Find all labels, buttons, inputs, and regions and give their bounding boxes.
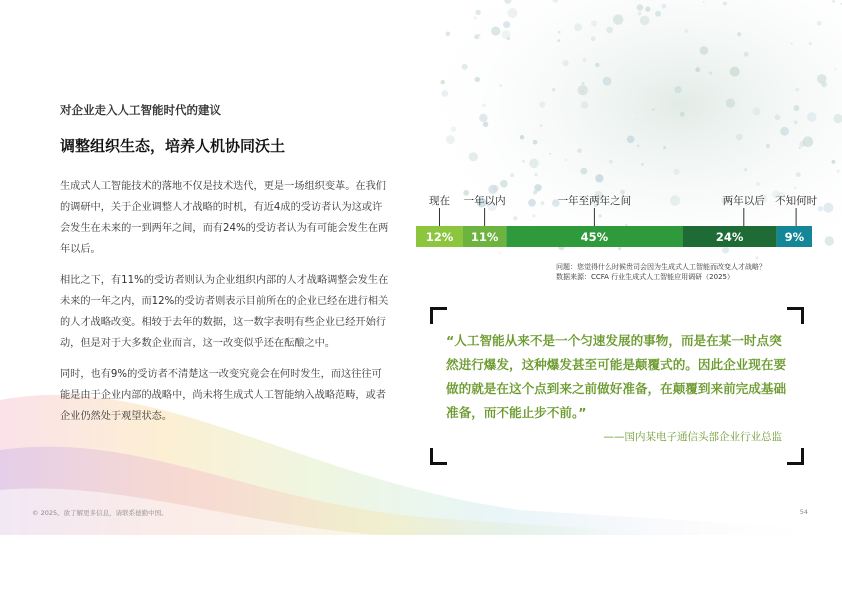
chart-svg — [416, 190, 818, 260]
corner-bracket — [430, 307, 447, 324]
bar-value-label: 11% — [470, 230, 499, 244]
quote-source: ——国内某电子通信头部企业行业总监 — [603, 431, 782, 443]
bar-value-label: 45% — [580, 230, 609, 244]
blank-margin — [0, 535, 842, 596]
category-label: 不知何时 — [775, 195, 818, 207]
category-label: 一年以内 — [463, 195, 506, 207]
section-title: 对企业走入人工智能时代的建议 — [60, 103, 221, 117]
category-label: 一年至两年之间 — [557, 195, 632, 207]
quote-box — [430, 307, 804, 465]
paragraph: 同时，也有9%的受访者不清楚这一改变究竟会在何时发生，而这往往可能是由于企业内部的战略中，尚未将生成式人工智能纳入战略范畴，或者企业仍然处于观望状态。 — [60, 369, 386, 422]
chart-question: 问题：您觉得什么时候贵司会因为生成式人工智能而改变人才战略？ — [556, 263, 766, 271]
footer-copyright: © 2025。欲了解更多信息，请联系德勤中国。 — [32, 509, 168, 517]
category-label: 两年以后 — [722, 195, 765, 207]
bar-value-label: 9% — [784, 230, 805, 244]
timing-stacked-bar-chart — [416, 190, 818, 260]
corner-bracket — [430, 448, 447, 465]
corner-bracket — [787, 448, 804, 465]
quote-text: “人工智能从来不是一个匀速发展的事物，而是在某一时点突然进行爆发，这种爆发甚至可能是颠覆式的。因此企业现在要做的就是在这个点到来之前做好准备，在颠覆到来前完成基础准备，而不能止步不前。” — [446, 333, 787, 420]
bar-value-label: 24% — [715, 230, 744, 244]
paragraph: 生成式人工智能技术的落地不仅是技术迭代，更是一场组织变革。在我们的调研中，关于企业调整人才战略的时机，有近4成的受访者认为这或许会发生在未来的一到两年之间，而有24%的受访者认为有可能会发生在两年以后。 — [60, 181, 389, 255]
page-number: 54 — [799, 508, 808, 516]
body-text — [60, 176, 390, 437]
category-label: 现在 — [429, 195, 450, 207]
corner-bracket — [787, 307, 804, 324]
paragraph: 相比之下，有11%的受访者则认为企业组织内部的人才战略调整会发生在未来的一年之内，而12%的受访者则表示目前所在的企业已经在进行相关的人才战略改变。相较于去年的数据，这一数字表明有些企业已经开始行动，但是对于大多数企业而言，这一改变似乎还在酝酿之中。 — [60, 275, 389, 349]
bar-value-label: 12% — [425, 230, 454, 244]
chart-note — [556, 262, 766, 282]
chart-source: 数据来源：CCFA 行业生成式人工智能应用调研（2025） — [556, 273, 734, 281]
page-headline: 调整组织生态，培养人机协同沃土 — [60, 137, 286, 155]
